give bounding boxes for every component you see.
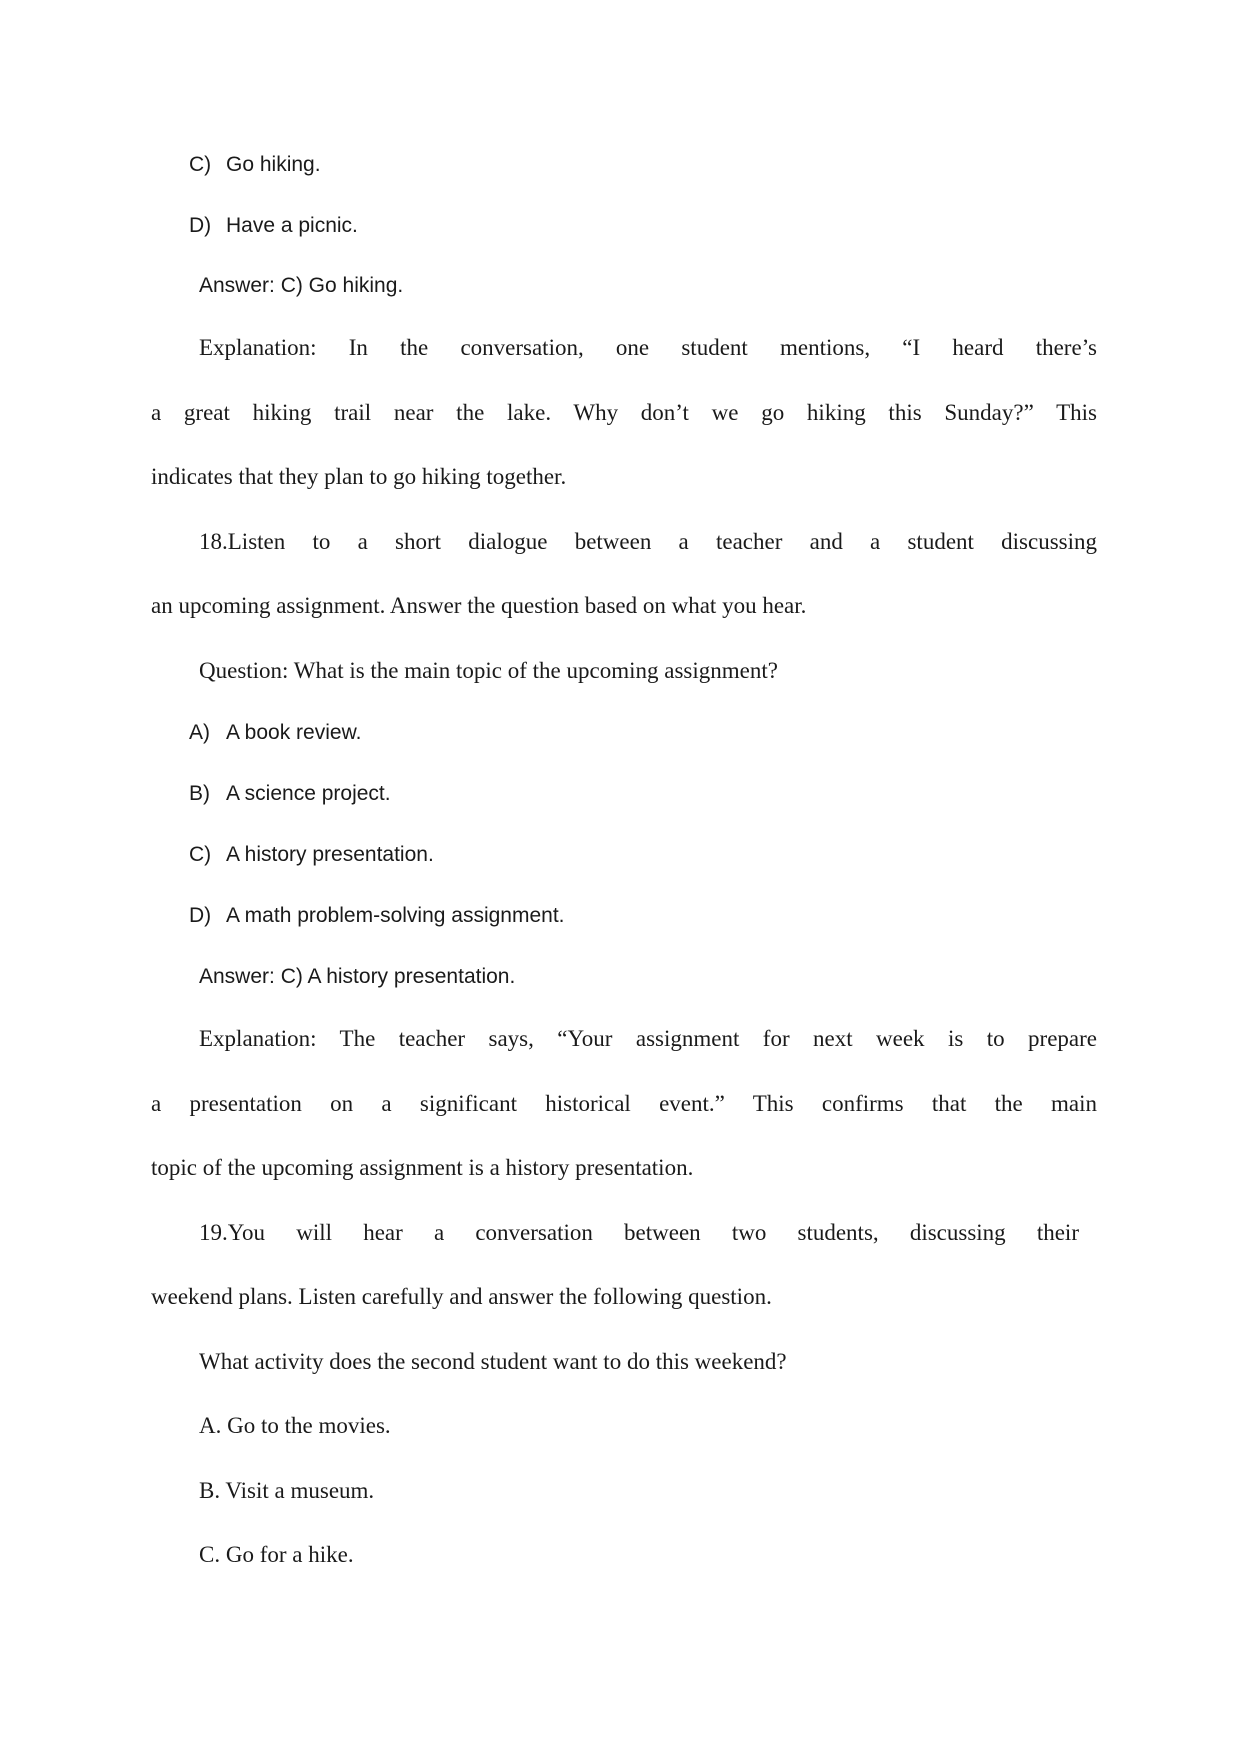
q18-explanation-line-1: Explanation: The teacher says, “Your assignment for next week is to prepare: [199, 1026, 1097, 1051]
q17-explanation-line-1: Explanation: In the conversation, one student mentions, “I heard there’s: [199, 335, 1097, 360]
q18-explanation-line-3: topic of the upcoming assignment is a history presentation.: [151, 1155, 694, 1180]
q17-answer: Answer: C) Go hiking.: [199, 274, 404, 297]
q19-prompt-line-1: 19.You will hear a conversation between two students, discussing their: [199, 1220, 1079, 1245]
q17-option-d: [189, 211, 358, 241]
q18-answer: Answer: C) A history presentation.: [199, 965, 516, 988]
q19-option-c: C. Go for a hike.: [199, 1542, 354, 1567]
option-letter: C): [189, 843, 212, 866]
option-letter: B): [189, 782, 210, 805]
q18-question: Question: What is the main topic of the upcoming assignment?: [199, 658, 778, 683]
option-text: A book review.: [226, 721, 362, 744]
option-text: A math problem-solving assignment.: [226, 904, 565, 927]
q17-option-c: [189, 150, 321, 180]
q17-explanation-line-2: a great hiking trail near the lake. Why don’t we go hiking this Sunday?” This: [151, 400, 1097, 425]
option-letter: A): [189, 721, 210, 744]
option-text: Go hiking.: [226, 153, 321, 176]
q19-option-a: A. Go to the movies.: [199, 1413, 391, 1438]
q18-explanation-line-2: a presentation on a significant historical event.” This confirms that the main: [151, 1091, 1097, 1116]
q18-option-d: [189, 901, 565, 931]
option-text: Have a picnic.: [226, 214, 358, 237]
q18-option-c: [189, 840, 434, 870]
q18-option-b: [189, 779, 391, 809]
option-text: A history presentation.: [226, 843, 434, 866]
option-letter: D): [189, 904, 212, 927]
q18-option-a: [189, 718, 361, 748]
q18-prompt-line-1: 18.Listen to a short dialogue between a teacher and a student discussing: [199, 529, 1097, 554]
q19-option-b: B. Visit a museum.: [199, 1478, 375, 1503]
q19-question: What activity does the second student want to do this weekend?: [199, 1349, 787, 1374]
q17-explanation-line-3: indicates that they plan to go hiking together.: [151, 464, 567, 489]
option-letter: C): [189, 153, 212, 176]
option-letter: D): [189, 214, 212, 237]
q18-prompt-line-2: an upcoming assignment. Answer the question based on what you hear.: [151, 593, 807, 618]
q19-prompt-line-2: weekend plans. Listen carefully and answer the following question.: [151, 1284, 772, 1309]
option-text: A science project.: [226, 782, 391, 805]
